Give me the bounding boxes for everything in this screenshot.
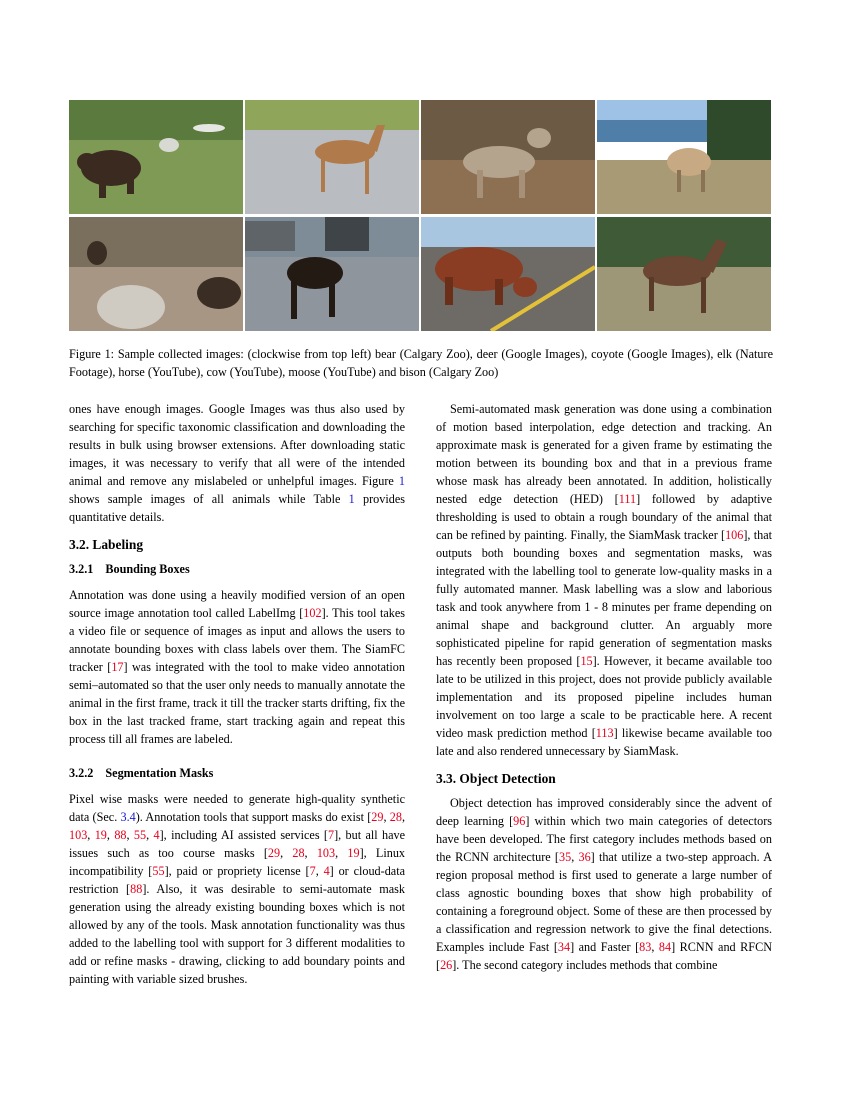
rock — [159, 138, 179, 152]
citation-link[interactable]: 111 — [618, 492, 637, 506]
moose-leg — [329, 277, 335, 317]
bear-leg — [127, 176, 134, 194]
car — [325, 217, 369, 251]
left-paragraph-3: Pixel wise masks were needed to generate high-quality synthetic data (Sec. 3.4). Annotation tools that support masks do exist [29, 28, 103, 19, 88, 55, 4], including AI assisted services [7], but all have issues such as too course masks [29, 28, 103, 19], Linux incompatibility [55], paid or propriety license [7, 4] or cloud-data restriction [88]. Also, it was desirable to semi-automate mask generation using the already existing bounding boxes which is not allowed by any of the tools. Mask annotation functionality was thus added to the labelling tool with support for 3 different modalities to add or refine masks - drawing, clicking to add boundary points and painting with variable sized brushes. — [69, 792, 406, 986]
bear-illustration — [69, 100, 243, 214]
cow-head — [513, 277, 537, 297]
coyote-head — [527, 128, 551, 148]
cow-illustration — [421, 217, 595, 331]
figure-ref-link[interactable]: 1 — [398, 474, 405, 488]
horse-leg — [649, 277, 654, 311]
citation-link[interactable]: 15 — [580, 654, 593, 668]
deer-leg — [365, 158, 369, 194]
citation-link[interactable]: 88 — [114, 828, 127, 842]
citation-link[interactable]: 29 — [267, 846, 281, 860]
moose-photo — [245, 217, 419, 331]
citation-link[interactable]: 28 — [389, 810, 402, 824]
bear-leg — [99, 178, 106, 198]
bison-animal-2 — [87, 241, 107, 265]
figure-1-grid — [69, 100, 772, 331]
right-paragraph-1: Semi-automated mask generation was done using a combination of motion based interpolation, edge detection and tracking. An approximate mask is generated for a given frame by estimating the motion between its bounding box and that in a previous frame whose mask has already been annotated. In addition, holistically nested edge detection (HED) [111] followed by adaptive thresholding is used to obtain a rough boundary of the animal that can be refined by painting. Finally, the SiamMask tracker [106], that outputs both bounding boxes and segmentation masks, was integrated with the labelling tool to generate low-quality masks in a fully automated manner. Mask labelling was a slow and laborious task and took anywhere from 1 - 8 minutes per frame depending on animal shape and background clutter. An arguably more sophisticated pipeline for rapid generation of segmentation masks has recently been proposed [15]. However, it became available too late to be utilized in this project, does not provide publicly available implementation and its proposed pipeline includes human involvement on too large a scale to be practicable here. A recent video mask prediction method [113] likewise became available too late and also rendered unnecessary by SiamMask. — [436, 402, 772, 758]
elk-leg — [677, 170, 681, 192]
citation-link[interactable]: 103 — [316, 846, 336, 860]
right-column — [436, 400, 772, 974]
moose-illustration — [245, 217, 419, 331]
bear-photo — [69, 100, 243, 214]
deer-leg — [321, 158, 325, 192]
elk-trees — [707, 100, 771, 160]
citation-link[interactable]: 28 — [292, 846, 305, 860]
citation-link[interactable]: 103 — [69, 828, 88, 842]
citation-link[interactable]: 19 — [347, 846, 360, 860]
citation-link[interactable]: 17 — [111, 660, 124, 674]
citation-link[interactable]: 96 — [513, 814, 526, 828]
coyote-leg — [477, 170, 483, 198]
citation-link[interactable]: 34 — [557, 940, 571, 954]
horse-leg — [701, 277, 706, 313]
citation-link[interactable]: 19 — [94, 828, 107, 842]
citation-link[interactable]: 7 — [328, 828, 335, 842]
citation-link[interactable]: 106 — [725, 528, 744, 542]
citation-link[interactable]: 102 — [303, 606, 322, 620]
citation-link[interactable]: 83 — [639, 940, 652, 954]
coyote-illustration — [421, 100, 595, 214]
subsection-heading-bounding-boxes: 3.2.1 Bounding Boxes — [69, 562, 190, 576]
deer-illustration — [245, 100, 419, 214]
citation-link[interactable]: 55 — [152, 864, 165, 878]
deer-photo — [245, 100, 419, 214]
cow-sky — [421, 217, 595, 247]
section-heading-labeling: 3.2. Labeling — [69, 537, 144, 552]
left-column — [69, 400, 405, 988]
citation-link[interactable]: 4 — [323, 864, 330, 878]
section-ref-link[interactable]: 3.4 — [120, 810, 136, 824]
elk-water — [597, 120, 717, 142]
horse-illustration — [597, 217, 771, 331]
citation-link[interactable]: 35 — [559, 850, 572, 864]
rock — [193, 124, 225, 132]
cow-leg — [495, 279, 503, 305]
cow-photo — [421, 217, 595, 331]
right-paragraph-2: Object detection has improved considerably since the advent of deep learning [96] within which two main categories of detectors have been developed. The first category includes methods based on the RCNN architecture [35, 36] that utilize a two-step approach. A region proposal method is first used to generate a large number of class agnostic bounding boxes that show high probability of containing a foreground object. Some of these are then processed by a classification and regression network to give the final detections. Examples include Fast [34] and Faster [83, 84] RCNN and RFCN [26]. The second category includes methods that combine — [436, 796, 773, 972]
coyote-photo — [421, 100, 595, 214]
table-ref-link[interactable]: 1 — [348, 492, 355, 506]
section-heading-object-detection: 3.3. Object Detection — [436, 771, 556, 786]
bison-animal — [197, 277, 241, 309]
horse-photo — [597, 217, 771, 331]
citation-link[interactable]: 7 — [309, 864, 316, 878]
car — [245, 221, 295, 251]
citation-link[interactable]: 84 — [658, 940, 672, 954]
bear-head — [77, 153, 97, 171]
citation-link[interactable]: 4 — [153, 828, 160, 842]
bison-photo — [69, 217, 243, 331]
bison-illustration — [69, 217, 243, 331]
subsection-heading-segmentation-masks: 3.2.2 Segmentation Masks — [69, 766, 214, 780]
left-paragraph-1: ones have enough images. Google Images was thus also used by searching for specific taxonomic classification and downloading the results in bulk using browser extensions. After downloading static images, it was necessary to verify that all were of the intended animal and remove any mislabeled or unhelpful images. Figure 1 shows sample images of all animals while Table 1 provides quantitative details. — [69, 402, 405, 524]
coyote-leg — [519, 170, 525, 198]
elk-photo — [597, 100, 771, 214]
figure-caption: Figure 1: Sample collected images: (clockwise from top left) bear (Calgary Zoo), deer (Google Images), coyote (Google Images), elk (Nature Footage), horse (YouTube), cow (YouTube), moose (YouTube) and bison (Calgary Zoo) — [69, 347, 773, 379]
cow-leg — [445, 277, 453, 305]
spacer — [69, 748, 405, 760]
citation-link[interactable]: 36 — [578, 850, 591, 864]
elk-illustration — [597, 100, 771, 214]
citation-link[interactable]: 55 — [133, 828, 147, 842]
moose-leg — [291, 277, 297, 319]
citation-link[interactable]: 113 — [595, 726, 614, 740]
citation-link[interactable]: 29 — [371, 810, 384, 824]
citation-link[interactable]: 88 — [130, 882, 143, 896]
left-paragraph-2: Annotation was done using a heavily modified version of an open source image annotation tool called LabelImg [102]. This tool takes a video file or sequence of images as input and allows the users to annotate bounding boxes with class labels over them. The SiamFC tracker [17] was integrated with the tool to make video annotation semi–automated so that the user only needs to manually annotate the animal in the first frame, track it till the tracker starts drifting, fix the box in the last tracked frame, start tracking again and repeat this process till all frames are labeled. — [69, 588, 405, 746]
citation-link[interactable]: 26 — [440, 958, 453, 972]
elk-leg — [701, 170, 705, 192]
rock — [97, 285, 165, 329]
